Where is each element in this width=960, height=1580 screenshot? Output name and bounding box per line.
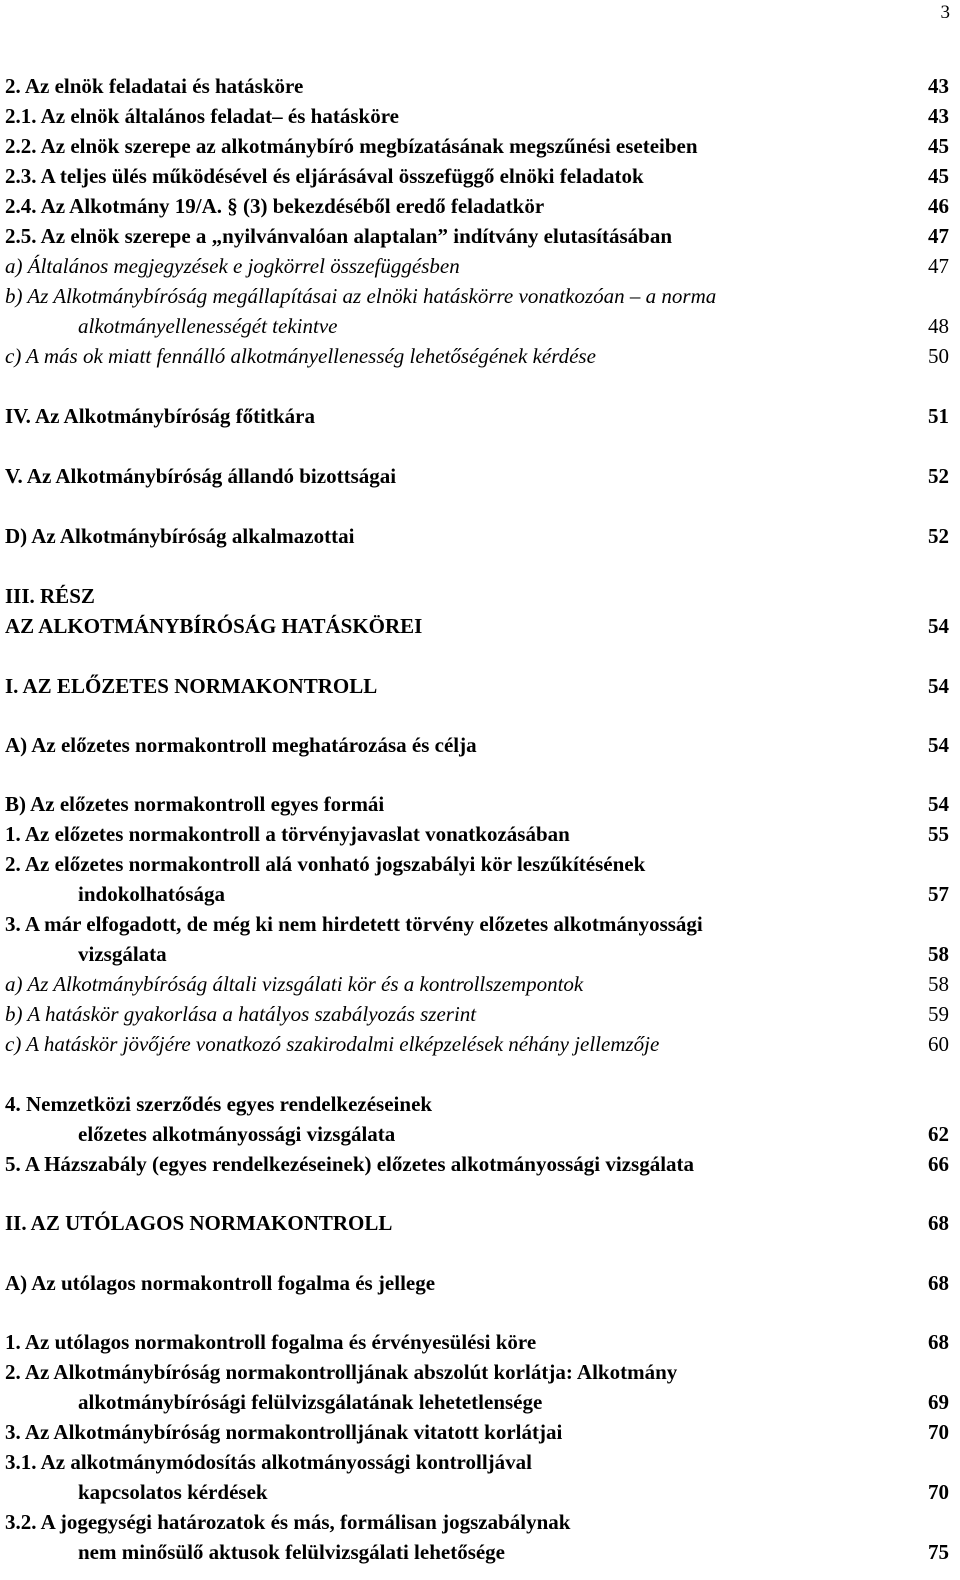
toc-entry-page: 68 [928, 1271, 949, 1295]
toc-entry-page: 69 [928, 1390, 949, 1414]
toc-entry [5, 71, 949, 101]
toc-entry-title: vizsgálata [78, 942, 167, 966]
toc-entry-title: előzetes alkotmányossági vizsgálata [78, 1122, 396, 1146]
toc-entry [5, 909, 949, 939]
toc-entry-title: b) A hatáskör gyakorlása a hatályos szabályozás szerint [5, 1002, 477, 1026]
toc-entry-page: 57 [928, 882, 949, 906]
toc-entry-title: 1. Az utólagos normakontroll fogalma és érvényesülési köre [5, 1330, 537, 1354]
toc-entry-title: alkotmánybírósági felülvizsgálatának lehetetlensége [78, 1390, 543, 1414]
toc-entry-page: 62 [928, 1122, 949, 1146]
toc-entry-title: c) A más ok miatt fennálló alkotmányellenesség lehetőségének kérdése [5, 344, 596, 368]
toc-entry-page: 58 [928, 972, 949, 996]
toc-entry [5, 1268, 949, 1298]
toc-entry-title: a) Az Alkotmánybíróság általi vizsgálati kör és a kontrollszempontok [5, 972, 584, 996]
toc-entry-page: 48 [928, 314, 949, 338]
toc-entry-title: 2.4. Az Alkotmány 19/A. § (3) bekezdéséből eredő feladatkör [5, 194, 545, 218]
toc-entry-title: A) Az előzetes normakontroll meghatározása és célja [5, 733, 477, 757]
toc-entry-title: 2. Az elnök feladatai és hatásköre [5, 74, 304, 98]
toc-entry [5, 730, 949, 760]
toc-entry [5, 1357, 949, 1387]
toc-entry [5, 1029, 949, 1059]
toc-entry [78, 311, 949, 341]
toc-entry-title: D) Az Alkotmánybíróság alkalmazottai [5, 524, 355, 548]
toc-entry [5, 1089, 949, 1119]
toc-entry-page: 54 [928, 674, 949, 698]
toc-entry-title: 3. A már elfogadott, de még ki nem hirdetett törvény előzetes alkotmányossági [5, 912, 703, 936]
toc-entry-page: 43 [928, 104, 949, 128]
toc-entry [78, 879, 949, 909]
toc-entry-page: 54 [928, 614, 949, 638]
toc-entry [5, 581, 949, 611]
toc-entry-title: indokolhatósága [78, 882, 226, 906]
toc-entry-title: III. RÉSZ [5, 584, 95, 608]
toc-entry-title: 2.2. Az elnök szerepe az alkotmánybíró megbízatásának megszűnési eseteiben [5, 134, 698, 158]
toc-entry-page: 54 [928, 792, 949, 816]
toc-entry [78, 1119, 949, 1149]
toc-entry-title: 2.3. A teljes ülés működésével és eljárásával összefüggő elnöki feladatok [5, 164, 644, 188]
toc-entry [5, 1507, 949, 1537]
toc-entry-title: B) Az előzetes normakontroll egyes formái [5, 792, 385, 816]
toc-entry-title: A) Az utólagos normakontroll fogalma és jellege [5, 1271, 436, 1295]
toc-entry-title: 5. A Házszabály (egyes rendelkezéseinek) előzetes alkotmányossági vizsgálata [5, 1152, 695, 1176]
toc-entry-page: 43 [928, 74, 949, 98]
toc-entry [5, 251, 949, 281]
toc-entry [78, 1387, 949, 1417]
toc-entry [5, 969, 949, 999]
toc-entry-page: 47 [928, 224, 949, 248]
toc-entry [5, 401, 949, 431]
toc-entry [5, 161, 949, 191]
toc-entry-title: alkotmányellenességét tekintve [78, 314, 338, 338]
toc-entry-page: 51 [928, 404, 949, 428]
toc-entry [5, 461, 949, 491]
toc-entry-title: AZ ALKOTMÁNYBÍRÓSÁG HATÁSKÖREI [5, 614, 423, 638]
page-number: 3 [940, 2, 950, 23]
toc-entry-title: c) A hatáskör jövőjére vonatkozó szakirodalmi elképzelések néhány jellemzője [5, 1032, 660, 1056]
toc-entry-page: 58 [928, 942, 949, 966]
toc-entry-title: II. AZ UTÓLAGOS NORMAKONTROLL [5, 1211, 393, 1235]
toc-entry [5, 1447, 949, 1477]
toc-entry [5, 281, 949, 311]
toc-entry [5, 1417, 949, 1447]
toc-entry-page: 59 [928, 1002, 949, 1026]
toc-entry-page: 68 [928, 1211, 949, 1235]
toc-entry-page: 66 [928, 1152, 949, 1176]
toc-entry-page: 46 [928, 194, 949, 218]
toc-entry [5, 671, 949, 701]
toc-entry-title: 2.5. Az elnök szerepe a „nyilvánvalóan alaptalan” indítvány elutasításában [5, 224, 673, 248]
toc-entry-page: 45 [928, 134, 949, 158]
toc-entry-page: 75 [928, 1540, 949, 1564]
toc-entry [5, 101, 949, 131]
toc-entry-title: 2.1. Az elnök általános feladat– és hatásköre [5, 104, 399, 128]
toc-entry-title: 2. Az előzetes normakontroll alá vonható jogszabályi kör leszűkítésének [5, 852, 646, 876]
toc-entry [78, 1537, 949, 1567]
toc-entry-title: I. AZ ELŐZETES NORMAKONTROLL [5, 674, 378, 698]
toc-entry-page: 54 [928, 733, 949, 757]
toc-entry-title: 3. Az Alkotmánybíróság normakontrolljának vitatott korlátjai [5, 1420, 563, 1444]
toc-entry-title: 2. Az Alkotmánybíróság normakontrolljának abszolút korlátja: Alkotmány [5, 1360, 678, 1384]
toc-entry [5, 1327, 949, 1357]
toc-entry-page: 55 [928, 822, 949, 846]
toc-entry [78, 1477, 949, 1507]
toc-entry-title: 4. Nemzetközi szerződés egyes rendelkezéseinek [5, 1092, 433, 1116]
toc-entry-page: 52 [928, 524, 949, 548]
toc-entry-title: 3.2. A jogegységi határozatok és más, formálisan jogszabálynak [5, 1510, 571, 1534]
toc-entry-page: 52 [928, 464, 949, 488]
toc-entry [5, 341, 949, 371]
toc-entry-title: 3.1. Az alkotmánymódosítás alkotmányossági kontrolljával [5, 1450, 532, 1474]
toc-entry [78, 939, 949, 969]
toc-entry [5, 789, 949, 819]
toc-entry-title: 1. Az előzetes normakontroll a törvényjavaslat vonatkozásában [5, 822, 570, 846]
toc-entry-page: 70 [928, 1480, 949, 1504]
toc-entry [5, 1208, 949, 1238]
toc-entry [5, 1149, 949, 1179]
toc-entry-page: 45 [928, 164, 949, 188]
toc-entry-title: IV. Az Alkotmánybíróság főtitkára [5, 404, 315, 428]
toc-entry-page: 70 [928, 1420, 949, 1444]
toc-entry [5, 131, 949, 161]
toc-entry [5, 221, 949, 251]
toc-entry-title: kapcsolatos kérdések [78, 1480, 268, 1504]
toc-entry [5, 191, 949, 221]
toc-entry-page: 60 [928, 1032, 949, 1056]
toc-entry-page: 47 [928, 254, 949, 278]
toc-entry [5, 611, 949, 641]
toc-entry [5, 521, 949, 551]
toc-entry-title: nem minősülő aktusok felülvizsgálati lehetősége [78, 1540, 506, 1564]
toc-entry-title: a) Általános megjegyzések e jogkörrel összefüggésben [5, 254, 460, 278]
toc-entry-title: V. Az Alkotmánybíróság állandó bizottságai [5, 464, 397, 488]
toc-entry [5, 849, 949, 879]
toc-entry-page: 50 [928, 344, 949, 368]
toc-entry [5, 999, 949, 1029]
toc-entry-title: b) Az Alkotmánybíróság megállapításai az elnöki hatáskörre vonatkozóan – a norma [5, 284, 717, 308]
toc-entry-page: 68 [928, 1330, 949, 1354]
toc-entry [5, 819, 949, 849]
